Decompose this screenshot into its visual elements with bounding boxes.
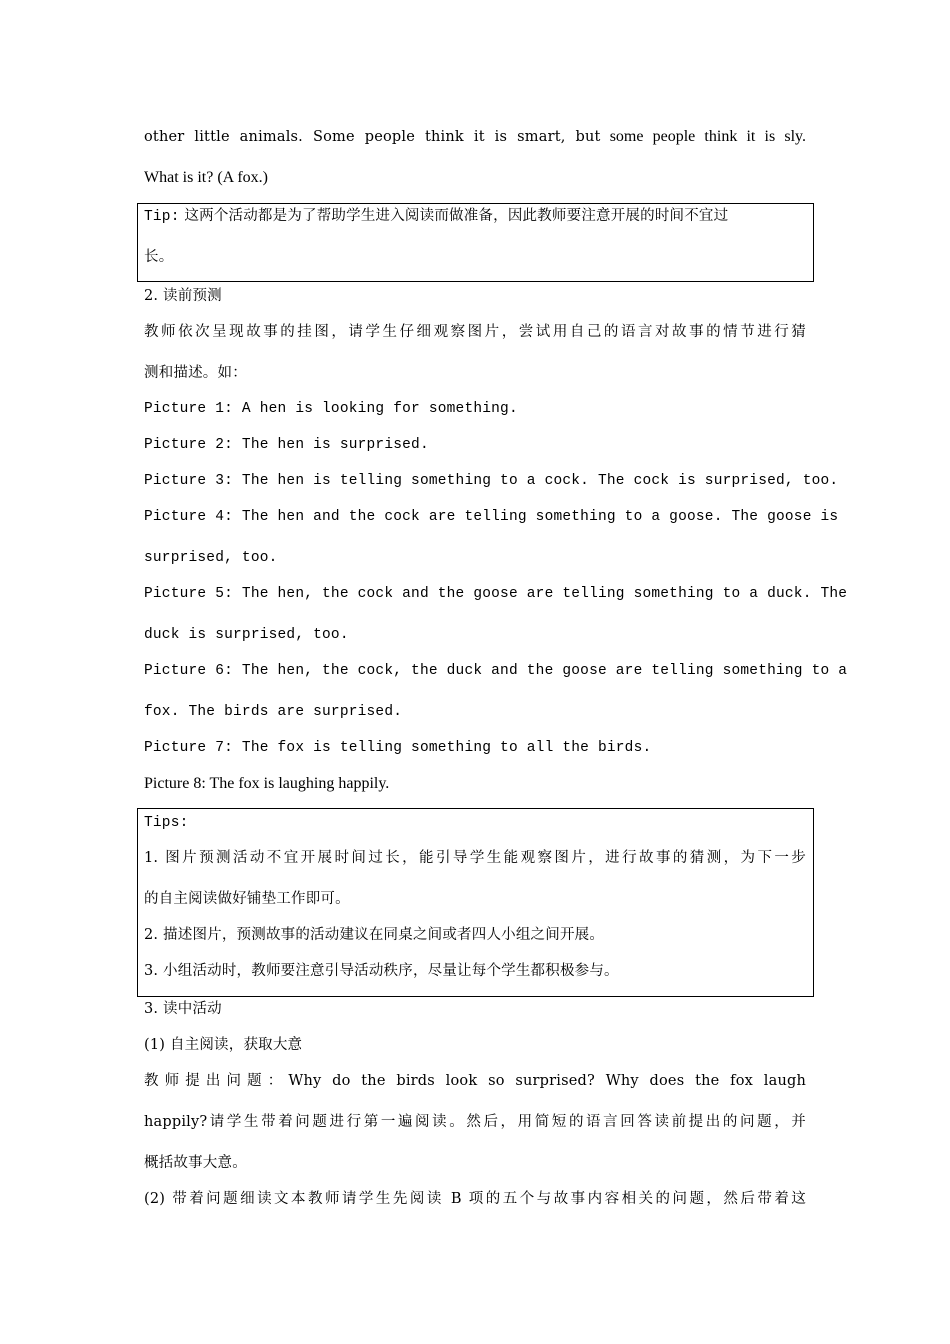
riddle-text-part-2: some people think it is sly. xyxy=(600,128,806,145)
tip1-line-1 xyxy=(144,206,806,227)
tip1-line-2: 长。 xyxy=(144,249,174,265)
riddle-text-part-1: other little animals. Some people think it is smart, but xyxy=(144,129,601,145)
picture-3-line: Picture 3: The hen is telling something to a cock. The cock is surprised, too. xyxy=(144,473,839,489)
picture-7-line: Picture 7: The fox is telling something to all the birds. xyxy=(144,740,652,756)
section-2-intro-line-2: 测和描述。如： xyxy=(144,365,247,381)
picture-4-line-2: surprised, too. xyxy=(144,550,278,566)
tips2-item-3: 3. 小组活动时，教师要注意引导活动秩序，尽量让每个学生都积极参与。 xyxy=(144,963,619,979)
picture-6-line-1: Picture 6: The hen, the cock, the duck and the goose are telling something to a xyxy=(144,663,848,679)
picture-8-line: Picture 8: The fox is laughing happily. xyxy=(144,775,390,792)
subsection-1-para-line-2: happily?请学生带着问题进行第一遍阅读。然后，用简短的语言回答读前提出的问题，并 xyxy=(144,1114,806,1130)
tips2-item-1-line-1: 1. 图片预测活动不宜开展时间过长，能引导学生能观察图片，进行故事的猜测，为下一步 xyxy=(144,850,806,866)
subsection-1-para-line-1: 教师提出问题：Why do the birds look so surprised? Why does the fox laugh xyxy=(144,1073,806,1089)
picture-6-line-2: fox. The birds are surprised. xyxy=(144,704,403,720)
tips2-item-1-line-2: 的自主阅读做好铺垫工作即可。 xyxy=(144,891,350,907)
tips2-item-2: 2. 描述图片，预测故事的活动建议在同桌之间或者四人小组之间开展。 xyxy=(144,927,605,943)
section-3-heading: 3. 读中活动 xyxy=(144,1001,222,1017)
picture-2-line: Picture 2: The hen is surprised. xyxy=(144,437,429,453)
tip1-text: 这两个活动都是为了帮助学生进入阅读而做准备，因此教师要注意开展的时间不宜过 xyxy=(179,208,729,224)
section-2-intro-line-1: 教师依次呈现故事的挂图，请学生仔细观察图片，尝试用自己的语言对故事的情节进行猜 xyxy=(144,324,806,340)
picture-4-line-1: Picture 4: The hen and the cock are telling something to a goose. The goose is xyxy=(144,509,839,525)
subsection-2-line: (2) 带着问题细读文本教师请学生先阅读 B 项的五个与故事内容相关的问题，然后带着这 xyxy=(144,1191,806,1207)
picture-1-line: Picture 1: A hen is looking for something. xyxy=(144,401,518,417)
picture-5-line-2: duck is surprised, too. xyxy=(144,627,349,643)
subsection-1-para-line-3: 概括故事大意。 xyxy=(144,1155,247,1171)
tips2-label: Tips: xyxy=(144,815,189,831)
riddle-answer: What is it? (A fox.) xyxy=(144,169,268,186)
subsection-1-heading: (1) 自主阅读，获取大意 xyxy=(144,1037,303,1053)
section-2-heading: 2. 读前预测 xyxy=(144,288,222,304)
picture-5-line-1: Picture 5: The hen, the cock and the goose are telling something to a duck. The xyxy=(144,586,848,602)
paragraph-riddle-line xyxy=(144,127,806,147)
tip1-label: Tip: xyxy=(144,209,180,225)
